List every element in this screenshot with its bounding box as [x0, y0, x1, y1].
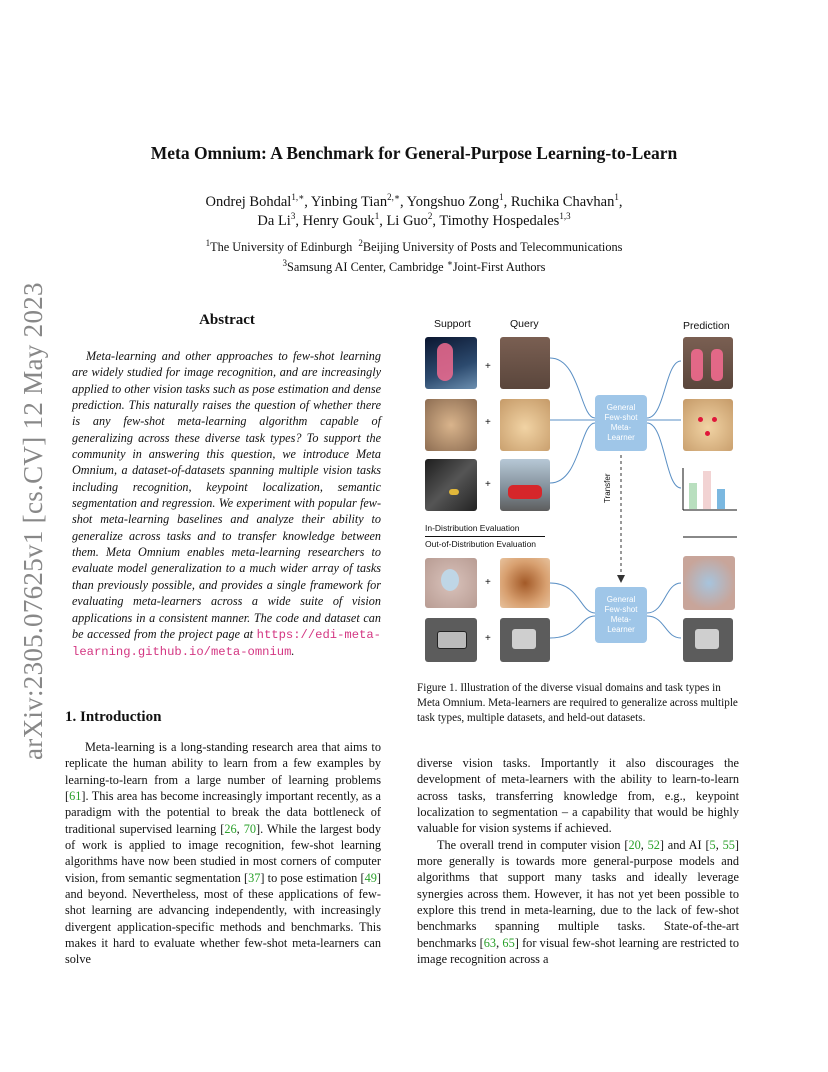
query-image-astronauts	[500, 337, 550, 389]
abstract-heading: Abstract	[199, 312, 255, 328]
support-image-car	[425, 459, 477, 511]
keypoint-marker	[705, 431, 710, 436]
affiliations-line-1: $^1$The University of Edinburgh $^2$Beijing University of Posts and Telecommunications	[205, 237, 623, 254]
paragraph: The overall trend in computer vision [20, 52] and AI [5, 55] more generally is towards more general-purpose models and algorithms that support many tasks and ideally leverage synergies across them. However, it has not yet been possible to explore this trend in meta-learning, due to the lack of few-shot benchmarks spanning multiple tasks. State-of-the-art benchmarks [63, 65] for visual few-shot learning are restricted to image recognition across a	[417, 837, 739, 967]
transfer-label: Transfer	[603, 473, 612, 503]
plus-sign: +	[485, 361, 491, 372]
figure-caption: Figure 1. Illustration of the diverse visual domains and task types in Meta Omnium. Meta-learners are required to generalize across multiple task types, multiple datasets, and held-out datasets.	[417, 682, 738, 724]
author-name: Henry Gouk	[302, 213, 375, 229]
car-shape	[449, 489, 459, 495]
authors-line-2: Da Li$^3$, Henry Gouk$^1$, Li Guo$^2$, Timothy Hospedales$^{1,3}$	[257, 211, 571, 229]
plus-sign: +	[485, 633, 491, 644]
object-shape	[437, 631, 467, 649]
object-shape	[695, 629, 719, 649]
citation-link[interactable]: 61	[69, 789, 82, 804]
abstract-text: Meta-learning and other approaches to few-shot learning are widely studied for image recognition, and are increasingly applied to other vision tasks such as pose estimation and dense prediction. This naturally raises the question of whether there is any few-shot meta-learning algorithm capable of generalizing across these diverse task types? To support the community in answering this question, we introduce Meta Omnium, a dataset-of-datasets spanning multiple vision tasks including recognition, keypoint localization, semantic segmentation and regression. We experiment with popular few-shot meta-learning baselines and analyze their ability to generalize across tasks and to transfer knowledge between them. Meta Omnium enables meta-learning researchers to evaluate model generalization to a much wider array of tasks than previously possible, and provides a single framework for evaluating meta-learners across a wide suite of vision applications in a consistent manner. The code and dataset can be accessed from the project page at https://edi-meta-learning.github.io/meta-omnium.	[72, 349, 381, 660]
project-page-link[interactable]: https://edi-meta-learning.github.io/meta-omnium	[72, 627, 381, 660]
segmentation-mask	[437, 343, 453, 381]
lesion-mask	[441, 569, 459, 591]
prediction-image-skin	[683, 556, 735, 610]
keypoint-marker	[712, 417, 717, 422]
author-name: Yongshuo Zong	[406, 194, 500, 210]
keypoint-marker	[698, 417, 703, 422]
evaluation-divider	[425, 536, 545, 537]
prediction-mask	[691, 349, 703, 381]
author-name: Ondrej Bohdal	[205, 194, 292, 210]
meta-learner-box: General Few-shot Meta- Learner	[595, 395, 647, 451]
citation-link[interactable]: 63	[483, 935, 497, 950]
authors-line-1: Ondrej Bohdal$^{1,∗}$, Yinbing Tian$^{2,∗}$, Yongshuo Zong$^1$, Ruchika Chavhan$^1$,	[205, 192, 623, 210]
meta-learner-box-ood: General Few-shot Meta- Learner	[595, 587, 647, 643]
author-name: Li Guo	[386, 213, 428, 229]
arxiv-identifier: arXiv:2305.07625v1 [cs.CV] 12 May 2023	[18, 282, 48, 760]
author-name: Ruchika Chavhan	[510, 194, 615, 210]
prediction-mask	[711, 349, 723, 381]
support-label: Support	[434, 318, 471, 330]
car-shape	[508, 485, 542, 499]
prediction-label: Prediction	[683, 320, 730, 332]
figure-1	[415, 313, 755, 673]
citation-link[interactable]: 55	[722, 837, 735, 852]
citation-link[interactable]: 70	[243, 821, 256, 836]
plus-sign: +	[485, 577, 491, 588]
author-name: Yinbing Tian	[310, 194, 388, 210]
citation-link[interactable]: 52	[647, 837, 660, 852]
introduction-text: Meta-learning is a long-standing research area that aims to replicate the human ability to learn from a few examples by learning-to-learn from a large number of learning problems [61]. This area has become increasingly important recently, as a paradigm with the potential to break the data bottleneck of traditional supervised learning [26, 70]. While the largest body of work is applied to image recognition, few-shot learning algorithms have now been studied in most corners of computer vision, from semantic segmentation [37] to pose estimation [49] and beyond. Nevertheless, most of these applications of few-shot learning are advancing independently, with increasingly divergent application-specific methods and benchmarks. This makes it hard to evaluate whether few-shot meta-learners can solve	[65, 740, 381, 967]
right-column-text	[417, 755, 739, 967]
prediction-image-keypoints	[683, 399, 733, 451]
query-image-skin	[500, 558, 550, 608]
support-image-cat	[425, 399, 477, 451]
citation-link[interactable]: 5	[709, 837, 716, 852]
citation-link[interactable]: 26	[224, 821, 237, 836]
query-image-cat	[500, 399, 550, 451]
query-label: Query	[510, 318, 539, 330]
citation-link[interactable]: 65	[502, 935, 515, 950]
paper-title: Meta Omnium: A Benchmark for General-Purpose Learning-to-Learn	[150, 143, 678, 163]
section-heading-introduction: 1. Introduction	[65, 709, 162, 725]
affiliations-line-2: $^3$Samsung AI Center, Cambridge ∗Joint-First Authors	[282, 257, 546, 274]
plus-sign: +	[485, 417, 491, 428]
citation-link[interactable]: 20	[628, 837, 641, 852]
citation-link[interactable]: 37	[248, 870, 261, 885]
plus-sign: +	[485, 479, 491, 490]
out-of-distribution-label: Out-of-Distribution Evaluation	[425, 539, 537, 549]
author-name: Timothy Hospedales	[439, 213, 560, 229]
paragraph: diverse vision tasks. Importantly it also discourages the development of meta-learners with the ability to learn-to-learn across tasks, transferring knowledge from, e.g., keypoint localization to segmentation – a capability that would be highly valuable for vision systems if achieved.	[417, 756, 739, 836]
in-distribution-label: In-Distribution Evaluation	[425, 523, 520, 533]
citation-link[interactable]: 49	[364, 870, 377, 885]
author-name: Da Li	[257, 213, 291, 229]
object-shape	[512, 629, 536, 649]
